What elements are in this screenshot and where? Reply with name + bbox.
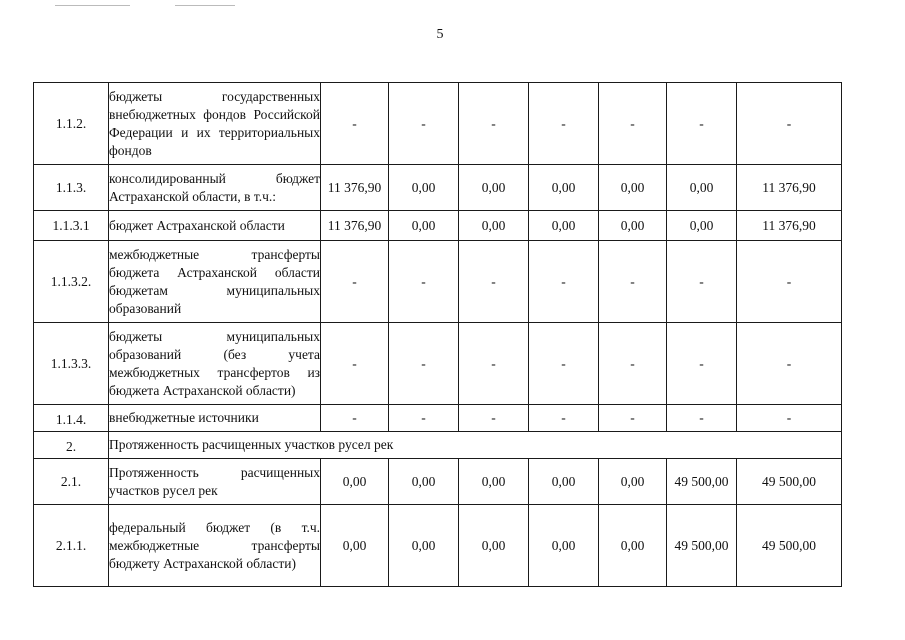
scan-artifact bbox=[55, 5, 255, 6]
table-row bbox=[34, 241, 842, 323]
value-cell: - bbox=[599, 323, 667, 405]
value-cell: 0,00 bbox=[459, 165, 529, 211]
value-cell: 0,00 bbox=[389, 211, 459, 241]
value-cell: - bbox=[529, 405, 599, 432]
value-cell: - bbox=[737, 323, 842, 405]
row-name: бюджет Астраханской области bbox=[109, 211, 321, 241]
value-cell: - bbox=[667, 241, 737, 323]
value-cell: - bbox=[599, 83, 667, 165]
value-cell: 49 500,00 bbox=[667, 459, 737, 505]
value-cell: 0,00 bbox=[667, 211, 737, 241]
value-cell: - bbox=[389, 83, 459, 165]
value-cell: 11 376,90 bbox=[737, 211, 842, 241]
value-cell: - bbox=[459, 241, 529, 323]
value-cell: - bbox=[737, 405, 842, 432]
row-code: 1.1.3. bbox=[34, 165, 109, 211]
value-cell: 0,00 bbox=[529, 165, 599, 211]
value-cell: 0,00 bbox=[667, 165, 737, 211]
value-cell: 49 500,00 bbox=[737, 505, 842, 587]
table-row bbox=[34, 83, 842, 165]
value-cell: - bbox=[389, 323, 459, 405]
table-row bbox=[34, 405, 842, 432]
value-cell: 0,00 bbox=[321, 459, 389, 505]
row-code: 2.1. bbox=[34, 459, 109, 505]
row-code: 1.1.2. bbox=[34, 83, 109, 165]
row-name: федеральный бюджет (в т.ч. межбюджетные трансферты бюджету Астраханской области) bbox=[109, 505, 321, 587]
value-cell: 0,00 bbox=[529, 505, 599, 587]
table-row bbox=[34, 211, 842, 241]
row-code: 1.1.4. bbox=[34, 405, 109, 432]
row-code: 2.1.1. bbox=[34, 505, 109, 587]
row-name: внебюджетные источники bbox=[109, 405, 321, 432]
value-cell: 0,00 bbox=[599, 165, 667, 211]
value-cell: 11 376,90 bbox=[321, 211, 389, 241]
value-cell: - bbox=[529, 241, 599, 323]
value-cell: - bbox=[459, 83, 529, 165]
table-row bbox=[34, 505, 842, 587]
value-cell: 0,00 bbox=[389, 505, 459, 587]
value-cell: - bbox=[737, 83, 842, 165]
value-cell: 0,00 bbox=[599, 505, 667, 587]
row-code: 1.1.3.2. bbox=[34, 241, 109, 323]
value-cell: 0,00 bbox=[459, 211, 529, 241]
value-cell: - bbox=[389, 405, 459, 432]
table-row bbox=[34, 165, 842, 211]
value-cell: 0,00 bbox=[529, 459, 599, 505]
row-name: бюджеты муниципальных образований (без учета межбюджетных трансфертов из бюджета Астраханской области) bbox=[109, 323, 321, 405]
row-name: Протяженность расчищенных участков русел рек bbox=[109, 459, 321, 505]
value-cell: 0,00 bbox=[389, 459, 459, 505]
table-section-row bbox=[34, 432, 842, 459]
value-cell: - bbox=[389, 241, 459, 323]
table-row bbox=[34, 323, 842, 405]
budget-table bbox=[33, 82, 842, 587]
value-cell: 0,00 bbox=[529, 211, 599, 241]
value-cell: - bbox=[321, 323, 389, 405]
value-cell: 11 376,90 bbox=[737, 165, 842, 211]
row-code: 2. bbox=[34, 432, 109, 459]
value-cell: - bbox=[599, 241, 667, 323]
value-cell: - bbox=[459, 405, 529, 432]
row-name: консолидированный бюджет Астраханской области, в т.ч.: bbox=[109, 165, 321, 211]
value-cell: - bbox=[459, 323, 529, 405]
row-name: межбюджетные трансферты бюджета Астраханской области бюджетам муниципальных образований bbox=[109, 241, 321, 323]
value-cell: - bbox=[599, 405, 667, 432]
value-cell: - bbox=[321, 241, 389, 323]
value-cell: 0,00 bbox=[459, 505, 529, 587]
value-cell: - bbox=[321, 405, 389, 432]
value-cell: - bbox=[667, 405, 737, 432]
value-cell: 0,00 bbox=[389, 165, 459, 211]
row-code: 1.1.3.3. bbox=[34, 323, 109, 405]
value-cell: - bbox=[667, 83, 737, 165]
value-cell: - bbox=[321, 83, 389, 165]
value-cell: 11 376,90 bbox=[321, 165, 389, 211]
table-row bbox=[34, 459, 842, 505]
row-name: бюджеты государственных внебюджетных фондов Российской Федерации и их территориальных фондов bbox=[109, 83, 321, 165]
page-number: 5 bbox=[436, 27, 444, 42]
value-cell: 49 500,00 bbox=[737, 459, 842, 505]
value-cell: - bbox=[529, 83, 599, 165]
value-cell: 49 500,00 bbox=[667, 505, 737, 587]
value-cell: - bbox=[529, 323, 599, 405]
value-cell: - bbox=[737, 241, 842, 323]
value-cell: 0,00 bbox=[599, 211, 667, 241]
value-cell: 0,00 bbox=[459, 459, 529, 505]
section-title: Протяженность расчищенных участков русел рек bbox=[109, 432, 842, 459]
value-cell: - bbox=[667, 323, 737, 405]
value-cell: 0,00 bbox=[321, 505, 389, 587]
row-code: 1.1.3.1 bbox=[34, 211, 109, 241]
value-cell: 0,00 bbox=[599, 459, 667, 505]
